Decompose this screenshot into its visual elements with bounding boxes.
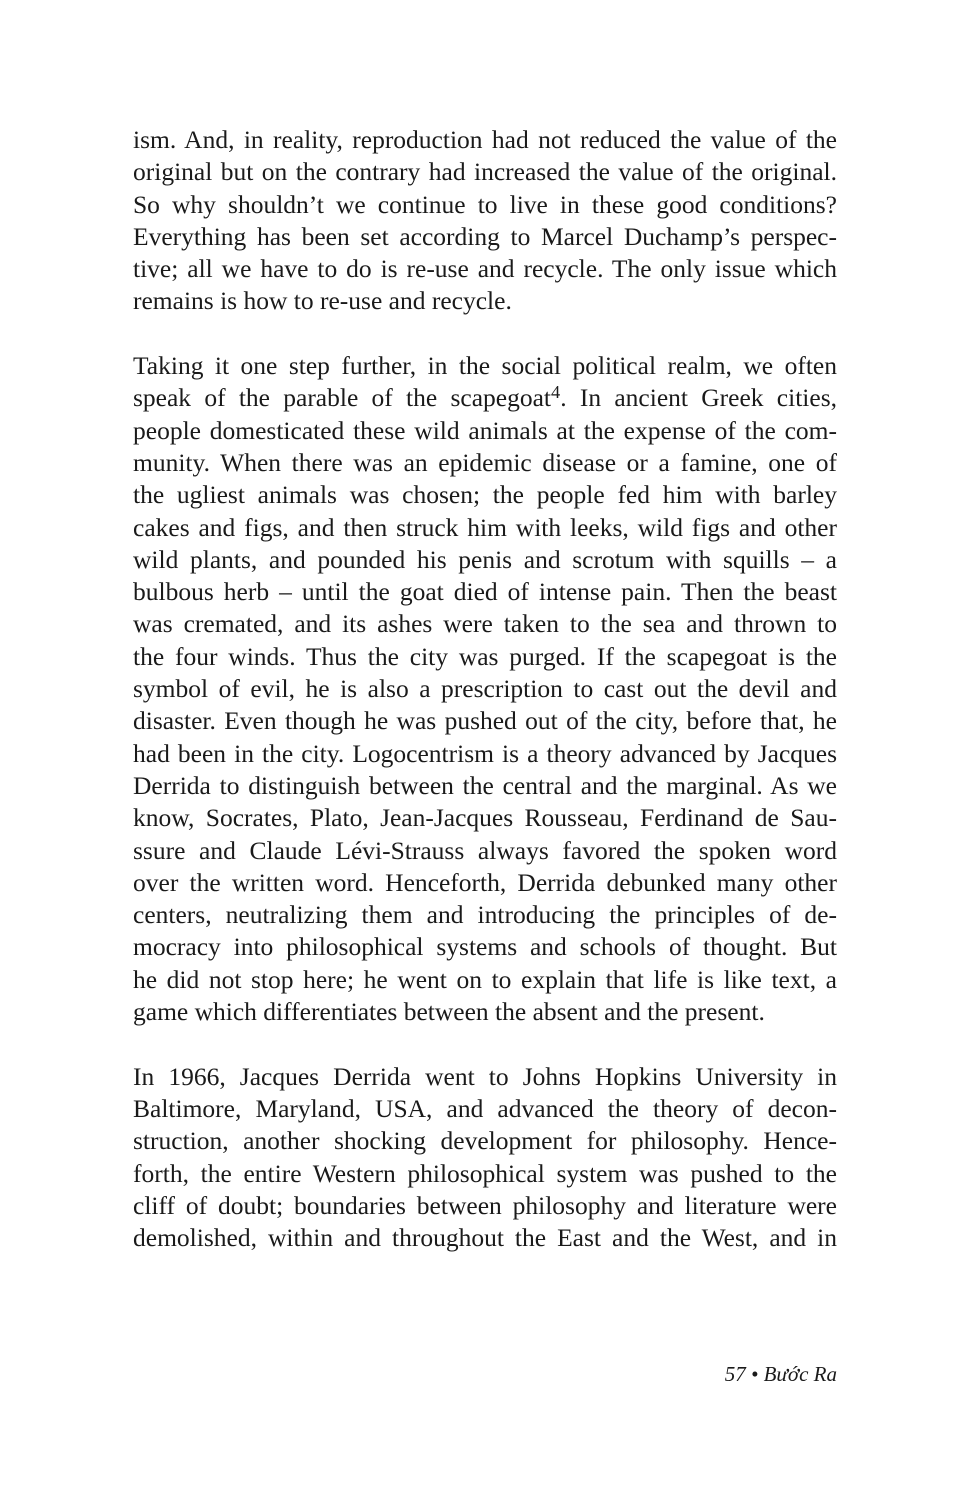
footer-separator: • bbox=[751, 1362, 759, 1386]
text-line: original but on the contrary had increased the value of the original. bbox=[133, 157, 837, 187]
text-line: cliff of doubt; boundaries between philosophy and literature were bbox=[133, 1190, 837, 1220]
book-title: Bước Ra bbox=[763, 1362, 837, 1386]
text-segment: . In ancient Greek cities, bbox=[560, 383, 837, 413]
page-footer bbox=[725, 1362, 837, 1387]
text-line: cakes and figs, and then struck him with leeks, wild figs and other bbox=[133, 512, 837, 542]
text-line: forth, the entire Western philosophical system was pushed to the bbox=[133, 1158, 837, 1188]
text-line: disaster. Even though he was pushed out of the city, before that, he bbox=[133, 706, 837, 736]
text-segment: speak of the parable of the scapegoat bbox=[133, 383, 552, 413]
text-line: Everything has been set according to Marcel Duchamp’s perspec- bbox=[133, 221, 837, 251]
text-line: demolished, within and throughout the East and the West, and in bbox=[133, 1223, 837, 1253]
paragraph-gap bbox=[133, 318, 837, 350]
text-line: bulbous herb – until the goat died of intense pain. Then the beast bbox=[133, 577, 837, 607]
text-line: So why shouldn’t we continue to live in these good conditions? bbox=[133, 189, 837, 219]
text-line: the four winds. Thus the city was purged. If the scapegoat is the bbox=[133, 641, 837, 671]
body-text bbox=[133, 124, 837, 1254]
text-line: centers, neutralizing them and introducing the principles of de- bbox=[133, 900, 837, 930]
text-line: wild plants, and pounded his penis and scrotum with squills – a bbox=[133, 544, 837, 574]
text-line: munity. When there was an epidemic disease or a famine, one of bbox=[133, 447, 837, 477]
text-line: struction, another shocking development for philosophy. Hence- bbox=[133, 1126, 837, 1156]
text-line: game which differentiates between the absent and the present. bbox=[133, 997, 765, 1027]
text-line: remains is how to re-use and recycle. bbox=[133, 286, 512, 316]
text-line: Baltimore, Maryland, USA, and advanced the theory of decon- bbox=[133, 1093, 837, 1123]
text-line: over the written word. Henceforth, Derrida debunked many other bbox=[133, 867, 837, 897]
text-line: symbol of evil, he is also a prescription to cast out the devil and bbox=[133, 674, 837, 704]
paragraph-3 bbox=[133, 1061, 837, 1255]
text-line: Taking it one step further, in the social political realm, we often bbox=[133, 351, 837, 381]
text-line: had been in the city. Logocentrism is a theory advanced by Jacques bbox=[133, 738, 837, 768]
text-line: he did not stop here; he went on to explain that life is like text, a bbox=[133, 964, 837, 994]
text-line: Derrida to distinguish between the central and the marginal. As we bbox=[133, 770, 837, 800]
footnote-reference[interactable]: 4 bbox=[551, 382, 561, 403]
text-line: know, Socrates, Plato, Jean-Jacques Rousseau, Ferdinand de Sau- bbox=[133, 803, 837, 833]
text-line: people domesticated these wild animals at the expense of the com- bbox=[133, 415, 837, 445]
text-line: the ugliest animals was chosen; the people fed him with barley bbox=[133, 480, 837, 510]
text-line: In 1966, Jacques Derrida went to Johns Hopkins University in bbox=[133, 1061, 837, 1091]
paragraph-1 bbox=[133, 124, 837, 318]
text-line: mocracy into philosophical systems and schools of thought. But bbox=[133, 932, 837, 962]
text-line: ssure and Claude Lévi-Strauss always favored the spoken word bbox=[133, 835, 837, 865]
paragraph-2 bbox=[133, 350, 837, 1028]
text-line: was cremated, and its ashes were taken to the sea and thrown to bbox=[133, 609, 837, 639]
text-line-with-footnote bbox=[133, 382, 837, 414]
page-number: 57 bbox=[724, 1362, 746, 1386]
text-line: tive; all we have to do is re-use and recycle. The only issue which bbox=[133, 254, 837, 284]
paragraph-gap bbox=[133, 1028, 837, 1060]
text-line: ism. And, in reality, reproduction had not reduced the value of the bbox=[133, 125, 837, 154]
